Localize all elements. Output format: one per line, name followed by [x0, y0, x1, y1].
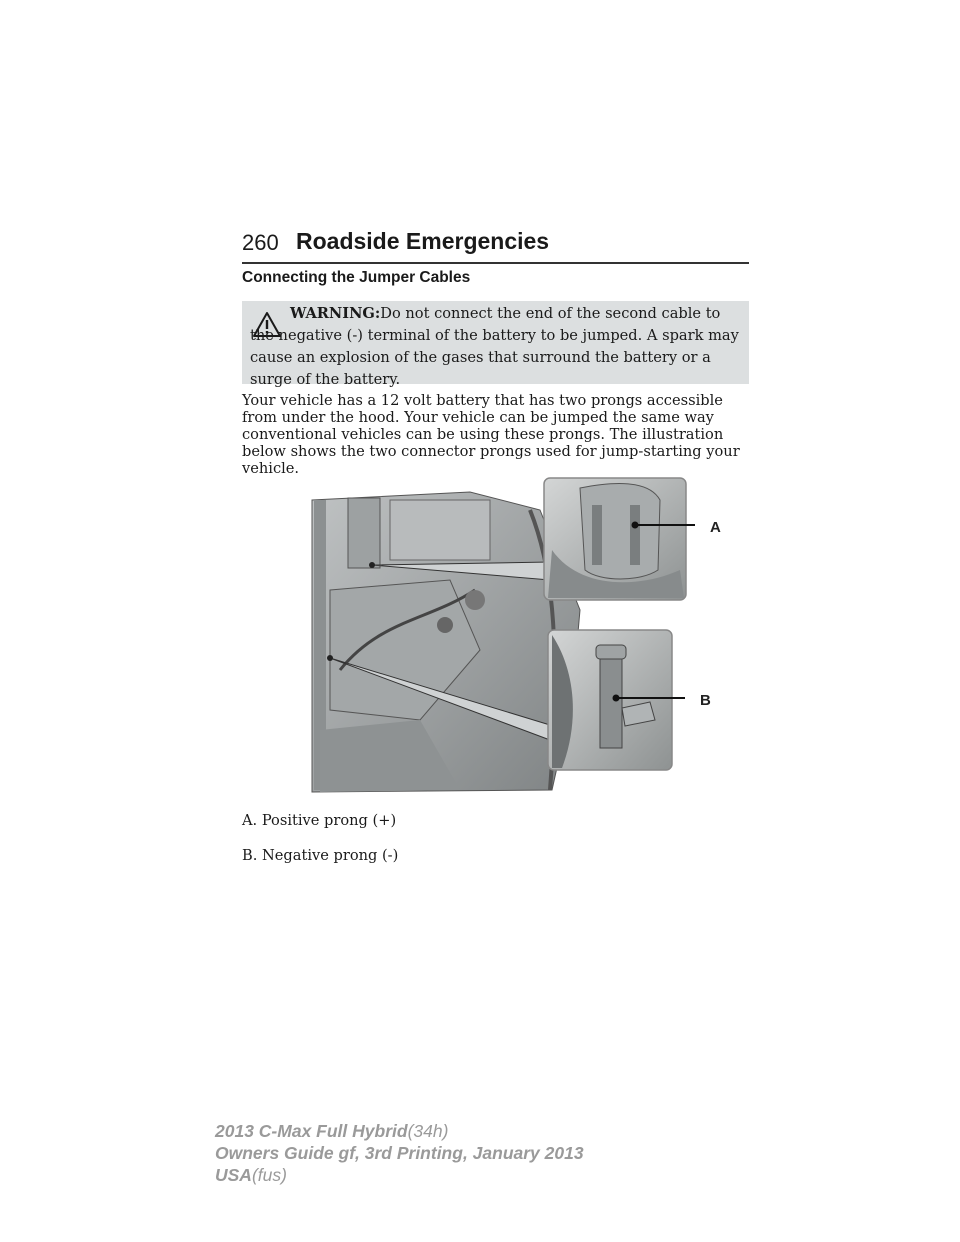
page-number: 260 [242, 230, 279, 255]
footer-model-code: (34h) [407, 1121, 449, 1141]
footer-line-3 [215, 1164, 584, 1186]
footer-model: 2013 C-Max Full Hybrid [215, 1121, 408, 1141]
page-header [242, 228, 749, 264]
callout-a: A [710, 519, 721, 536]
page-footer [215, 1120, 584, 1186]
warning-box [242, 301, 749, 388]
warning-body: Do not connect the end of the second cable to the negative (-) terminal of the battery to be jumped. A spark may cause an explosion of the gases that surround the battery or a surge of the battery. [250, 305, 739, 388]
section-title: Connecting the Jumper Cables [242, 269, 471, 286]
caption-negative-prong: B. Negative prong (-) [242, 847, 399, 864]
footer-market: USA [215, 1165, 252, 1185]
body-paragraph: Your vehicle has a 12 volt battery that has two prongs accessible from under the hood. Your vehicle can be jumped the same way conventional vehicles can be using these prongs. The illustration below shows the two connector prongs used for jump-starting your vehicle. [242, 392, 740, 477]
caption-positive-prong: A. Positive prong (+) [242, 812, 397, 829]
footer-guide: Owners Guide gf, 3rd Printing, January 2013 [215, 1143, 584, 1163]
chapter-title: Roadside Emergencies [296, 228, 550, 254]
callout-b: B [700, 692, 711, 709]
warning-label: WARNING: [290, 305, 381, 322]
warning-text [250, 303, 745, 391]
battery-prongs-illustration [300, 470, 740, 800]
footer-market-code: (fus) [251, 1165, 287, 1185]
footer-line-1 [215, 1120, 584, 1142]
